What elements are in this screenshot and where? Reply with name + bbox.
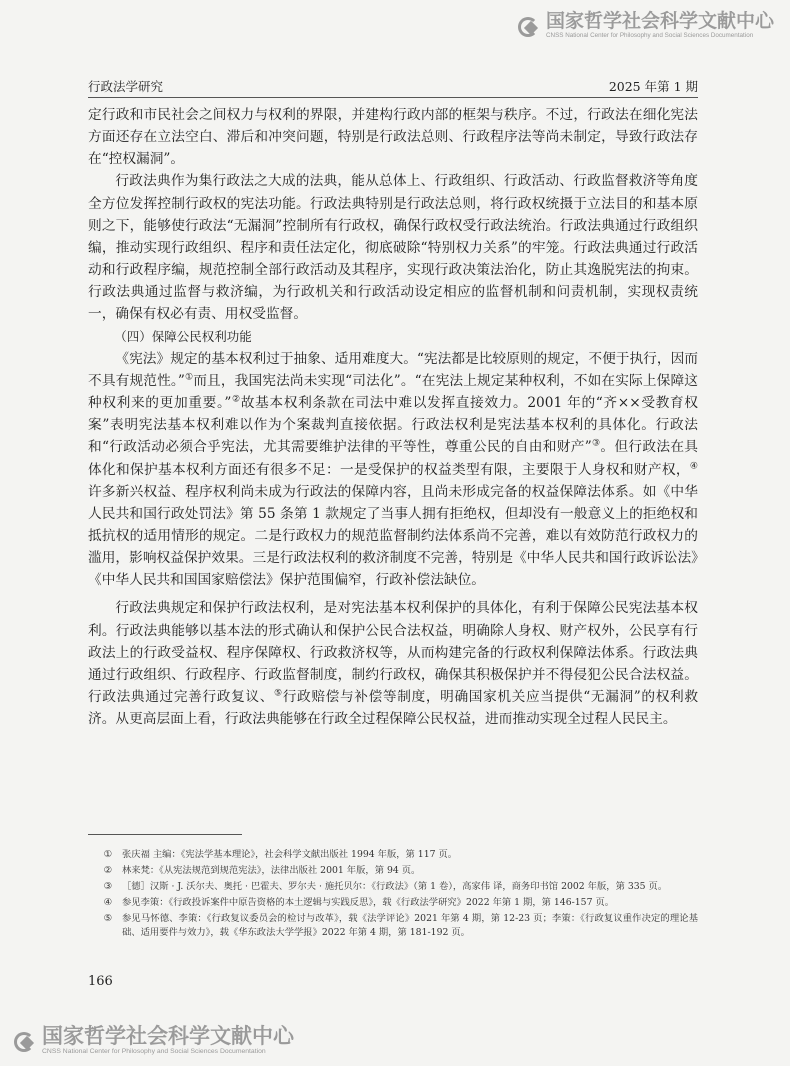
paragraph: 定行政和市民社会之间权力与权利的界限，并建构行政内部的框架与秩序。不过，行政法在细化宪法方面还存在立法空白、滞后和冲突问题，特别是行政法总则、行政程序法等尚未制定，导致行政法存在“控权漏洞”。: [88, 107, 698, 168]
footnote-ref[interactable]: ①: [184, 372, 194, 383]
footnote-ref[interactable]: ⑤: [274, 688, 283, 699]
footnote-item: ① 张庆福 主编：《宪法学基本理论》，社会科学文献出版社 1994 年版，第 117 页。: [103, 849, 458, 860]
logo-english-name: CNSS National Center for Philosophy and Social Sciences Documentation: [42, 1048, 266, 1055]
logo-mark-icon: [516, 13, 542, 39]
header-rule: [88, 97, 698, 98]
article-body: [88, 104, 698, 730]
header-logo: [516, 12, 774, 39]
footnote-item: ⑤ 参见马怀德、李策：《行政复议委员会的检讨与改革》，载《法学评论》2021 年第 4 期，第 12-23 页；李策：《行政复议重作决定的理论基础、适用要件与效力》，载《华东政法大学学报》2022 年第 4 期，第 181-192 页。: [103, 912, 698, 938]
logo-chinese-name: 国家哲学社会科学文献中心: [545, 10, 774, 32]
logo-chinese-name: 国家哲学社会科学文献中心: [42, 1024, 294, 1048]
logo-mark-icon: [12, 1028, 38, 1054]
journal-title: 行政法学研究: [88, 79, 164, 94]
footnote-rule: [88, 834, 242, 835]
issue-label: 2025 年第 1 期: [608, 79, 698, 94]
paragraph: 《宪法》规定的基本权利过于抽象、适用难度大。“宪法都是比较原则的规定，不便于执行，因而不具有规范性。”①而且，我国宪法尚未实现“司法化”。“在宪法上规定某种权利，不如在实际上保障这种权利来的更加重要。”②故基本权利条款在司法中难以发挥直接效力。2001 年的“齐××受教育权案”表明宪法基本权利难以作为个案裁判直接依据。行政法权利是宪法基本权利的具体化。行政法和“行政活动必须合乎宪法，尤其需要维护法律的平等性，尊重公民的自由和财产”③。但行政法在具体化和保护基本权利方面还有很多不足：一是受保护的权益类型有限，主要限于人身权和财产权，④许多新兴权益、程序权利尚未成为行政法的保障内容，且尚未形成完备的权益保障法体系。如《中华人民共和国行政处罚法》第 55 条第 1 款规定了当事人拥有拒绝权，但却没有一般意义上的拒绝权和抵抗权的适用情形的规定。二是行政权力的规范监督制约法体系尚不完善，难以有效防范行政权力的滥用，影响权益保护效果。三是行政法权利的救济制度不完善，特别是《中华人民共和国行政诉讼法》《中华人民共和国国家赔偿法》保护范围偏窄，行政补偿法缺位。: [88, 350, 698, 589]
footnote-ref[interactable]: ③: [591, 438, 601, 449]
footer-logo: [12, 1026, 294, 1056]
section-heading: （四）保障公民权利功能: [114, 328, 252, 344]
page-number: 166: [88, 974, 113, 989]
paragraph: 行政法典作为集行政法之大成的法典，能从总体上、行政组织、行政活动、行政监督救济等角度全方位发挥控制行政权的宪法功能。行政法典特别是行政法总则，将行政权统摄于立法目的和基本原则之下，能够使行政法“无漏洞”控制所有行政权，确保行政权受行政法统治。行政法典通过行政组织编，推动实现行政组织、程序和责任法定化，彻底破除“特别权力关系”的牢笼。行政法典通过行政活动和行政程序编，规范控制全部行政活动及其程序，实现行政决策法治化，防止其逸脱宪法的拘束。行政法典通过监督与救济编，为行政机关和行政活动设定相应的监督机制和问责机制，实现权责统一，确保有权必有责、用权受监督。: [88, 173, 698, 323]
footnote-ref[interactable]: ②: [231, 394, 241, 405]
logo-english-name: CNSS National Center for Philosophy and Social Sciences Documentation: [545, 32, 754, 39]
footnote-item: ② 林来梵：《从宪法规范到规范宪法》，法律出版社 2001 年版，第 94 页。: [103, 864, 421, 876]
paragraph: 行政法典规定和保护行政法权利，是对宪法基本权利保护的具体化，有利于保障公民宪法基本权利。行政法典能够以基本法的形式确认和保护公民合法权益，明确除人身权、财产权外，公民享有行政法上的行政受益权、程序保障权、行政救济权等，从而构建完备的行政权利保障法体系。行政法典通过行政组织、行政程序、行政监督制度，制约行政权，确保其积极保护并不得侵犯公民合法权益。行政法典通过完善行政复议、⑤行政赔偿与补偿等制度，明确国家机关应当提供“无漏洞”的权利救济。从更高层面上看，行政法典能够在行政全过程保障公民权益，进而推动实现全过程人民民主。: [88, 600, 699, 728]
footnote-ref[interactable]: ④: [689, 460, 698, 471]
footnotes: [88, 848, 698, 942]
footnote-item: ④ 参见李策：《行政投诉案件中原告资格的本土逻辑与实践反思》，载《行政法学研究》2022 年第 1 期，第 146-157 页。: [103, 896, 615, 908]
footnote-item: ③ ［德］汉斯 · J. 沃尔夫、奥托 · 巴霍夫、罗尔夫 · 施托贝尔：《行政法》（第 1 卷），高家伟 译，商务印书馆 2002 年版，第 335 页。: [103, 880, 668, 892]
running-head: [88, 77, 698, 95]
